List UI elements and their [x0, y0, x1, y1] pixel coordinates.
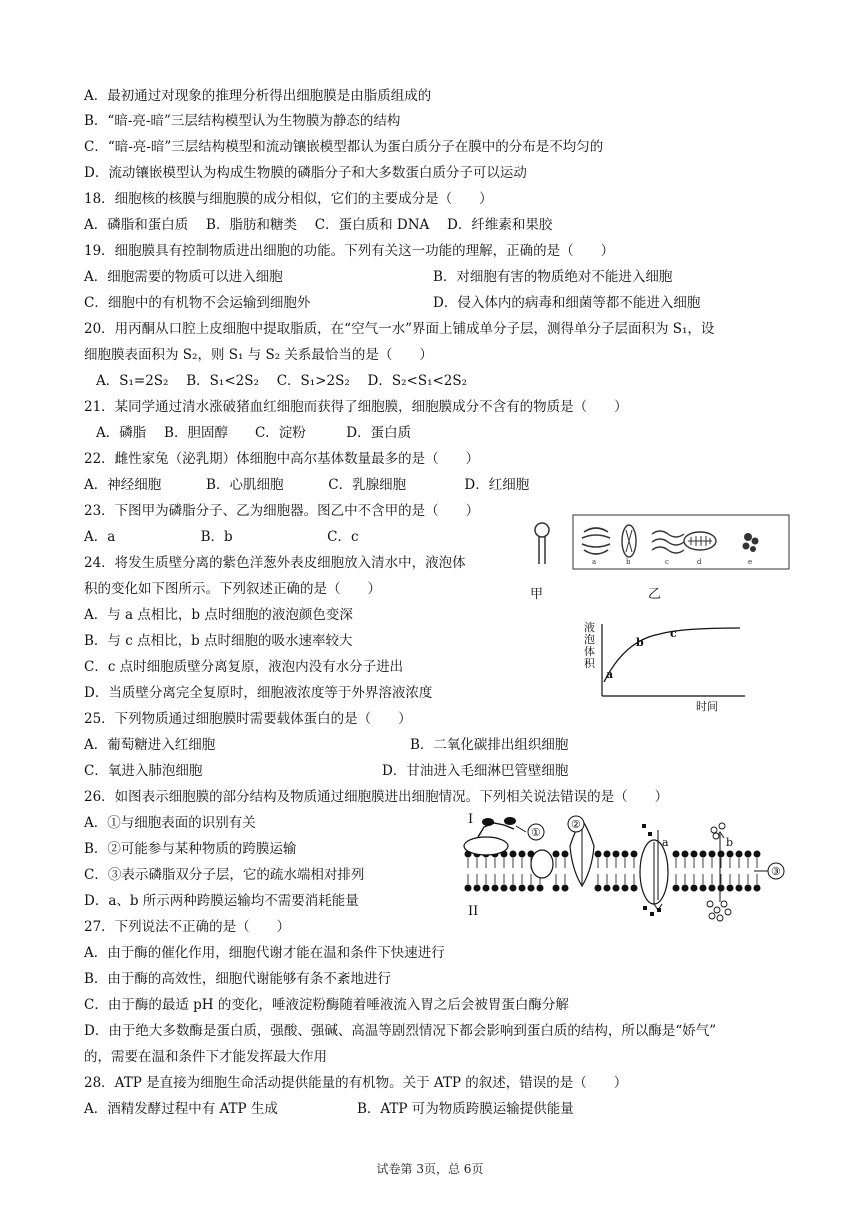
q26-option-d: D．a、b 所示两种跨膜运输均不需要消耗能量 — [84, 893, 359, 909]
q28-stem: 28．ATP 是直接为细胞生命活动提供能量的有机物。关于 ATP 的叙述，错误的是（ ） — [84, 1075, 628, 1091]
q26-option-c: C．③表示磷脂双分子层，它的疏水端相对排列 — [84, 867, 365, 883]
svg-text:b: b — [726, 836, 734, 849]
svg-text:b: b — [636, 636, 644, 649]
q27-option-d-cont: 的，需要在温和条件下才能发挥最大作用 — [84, 1049, 327, 1065]
q19-option-c: C．细胞中的有机物不会运输到细胞外 — [84, 295, 311, 311]
q21-stem: 21．某同学通过清水涨破猪血红细胞而获得了细胞膜，细胞膜成分不含有的物质是（ ） — [84, 399, 628, 415]
q28-option-b: B．ATP 可为物质跨膜运输提供能量 — [357, 1101, 574, 1117]
membrane-side-II: II — [468, 904, 479, 919]
q24-stem-cont: 积的变化如下图所示。下列叙述正确的是（ ） — [84, 581, 381, 597]
q27-option-c: C．由于酶的最适 pH 的变化，唾液淀粉酶随着唾液流入胃之后会被胃蛋白酶分解 — [84, 997, 569, 1013]
q19-option-d: D．侵入体内的病毒和细菌等都不能进入细胞 — [433, 295, 701, 311]
q26-option-a: A．①与细胞表面的识别有关 — [84, 815, 256, 831]
page-footer: 试卷第 3页，总 6页 — [376, 1162, 484, 1176]
svg-text:e: e — [748, 558, 753, 566]
q23-stem: 23．下图甲为磷脂分子、乙为细胞器。图乙中不含甲的是（ ） — [84, 503, 480, 519]
q22-stem: 22．雌性家兔（泌乳期）体细胞中高尔基体数量最多的是（ ） — [84, 451, 480, 467]
svg-text:a: a — [662, 836, 669, 849]
q23-options: A．a B．b C．c — [84, 529, 359, 545]
q27-option-b: B．由于酶的高效性，细胞代谢能够有条不紊地进行 — [84, 971, 391, 987]
vacuole-volume-graph — [580, 618, 750, 714]
q27-option-a: A．由于酶的催化作用，细胞代谢才能在温和条件下快速进行 — [84, 945, 445, 961]
q24-stem: 24．将发生质壁分离的紫色洋葱外表皮细胞放入清水中，液泡体 — [84, 555, 466, 571]
svg-text:d: d — [697, 558, 702, 566]
q22-options: A．神经细胞 B．心肌细胞 C．乳腺细胞 D．红细胞 — [84, 477, 530, 493]
q18-stem: 18．细胞核的核膜与细胞膜的成分相似，它们的主要成分是（ ） — [84, 191, 493, 207]
svg-text:a: a — [592, 558, 597, 566]
q27-stem: 27．下列说法不正确的是（ ） — [84, 919, 291, 935]
q28-option-a: A．酒精发酵过程中有 ATP 生成 — [84, 1101, 278, 1117]
q20-stem: 20．用丙酮从口腔上皮细胞中提取脂质，在“空气一水”界面上铺成单分子层，测得单分子层面积为 S₁，设 — [84, 321, 715, 337]
q19-option-b: B．对细胞有害的物质绝对不能进入细胞 — [433, 269, 673, 285]
q24-option-c: C．c 点时细胞质壁分离复原，液泡内没有水分子进出 — [84, 659, 404, 675]
svg-text:b: b — [626, 558, 631, 566]
q24-option-b: B．与 c 点相比，b 点时细胞的吸水速率较大 — [84, 633, 353, 649]
q25-option-c: C．氧进入肺泡细胞 — [84, 763, 203, 779]
q24-option-a: A．与 a 点相比，b 点时细胞的液泡颜色变深 — [84, 607, 353, 623]
q27-option-d: D．由于绝大多数酶是蛋白质，强酸、强碱、高温等剧烈情况下都会影响到蛋白质的结构，所以酶是“娇气” — [84, 1023, 717, 1039]
q21-options: A．磷脂 B．胆固醇 C．淀粉 D．蛋白质 — [96, 425, 412, 441]
q25-stem: 25．下列物质通过细胞膜时需要载体蛋白的是（ ） — [84, 711, 412, 727]
svg-text:c: c — [665, 558, 669, 566]
q26-stem: 26．如图表示细胞膜的部分结构及物质通过细胞膜进出细胞情况。下列相关说法错误的是（ ） — [84, 789, 669, 805]
graph-y-label: 液泡体积 — [584, 621, 595, 670]
figure-label-yi: 乙 — [648, 587, 662, 602]
q18-options: A．磷脂和蛋白质 B．脂肪和糖类 C．蛋白质和 DNA D．纤维素和果胶 — [84, 217, 553, 233]
q19-option-a: A．细胞需要的物质可以进入细胞 — [84, 269, 283, 285]
q17-option-d: D．流动镶嵌模型认为构成生物膜的磷脂分子和大多数蛋白质分子可以运动 — [84, 165, 527, 181]
q26-option-b: B．②可能参与某种物质的跨膜运输 — [84, 841, 297, 857]
q17-option-c: C．“暗-亮-暗”三层结构模型和流动镶嵌模型都认为蛋白质分子在膜中的分布是不均匀的 — [84, 139, 604, 155]
cell-membrane-figure — [458, 806, 788, 924]
svg-text:c: c — [670, 627, 677, 640]
q17-option-b: B．“暗-亮-暗”三层结构模型认为生物膜为静态的结构 — [84, 113, 401, 129]
q17-option-a: A．最初通过对现象的推理分析得出细胞膜是由脂质组成的 — [84, 88, 432, 104]
q20-options: A．S₁=2S₂ B．S₁<2S₂ C．S₁>2S₂ D．S₂<S₁<2S₂ — [96, 373, 468, 389]
q25-option-b: B．二氧化碳排出组织细胞 — [410, 737, 569, 753]
svg-text:②: ② — [571, 818, 581, 831]
organelles-figure — [572, 514, 790, 570]
svg-text:①: ① — [531, 826, 541, 839]
svg-text:③: ③ — [771, 865, 781, 878]
q25-option-a: A．葡萄糖进入红细胞 — [84, 737, 216, 753]
figure-label-jia: 甲 — [530, 587, 544, 602]
svg-text:a: a — [606, 668, 614, 681]
q24-option-d: D．当质壁分离完全复原时，细胞液浓度等于外界溶液浓度 — [84, 685, 433, 701]
membrane-side-I: I — [468, 812, 474, 827]
phospholipid-figure — [524, 520, 560, 568]
q19-stem: 19．细胞膜具有控制物质进出细胞的功能。下列有关这一功能的理解，正确的是（ ） — [84, 243, 615, 259]
q25-option-d: D．甘油进入毛细淋巴管壁细胞 — [382, 763, 569, 779]
graph-x-label: 时间 — [696, 700, 718, 713]
q20-stem-cont: 细胞膜表面积为 S₂，则 S₁ 与 S₂ 关系最恰当的是（ ） — [84, 347, 433, 363]
